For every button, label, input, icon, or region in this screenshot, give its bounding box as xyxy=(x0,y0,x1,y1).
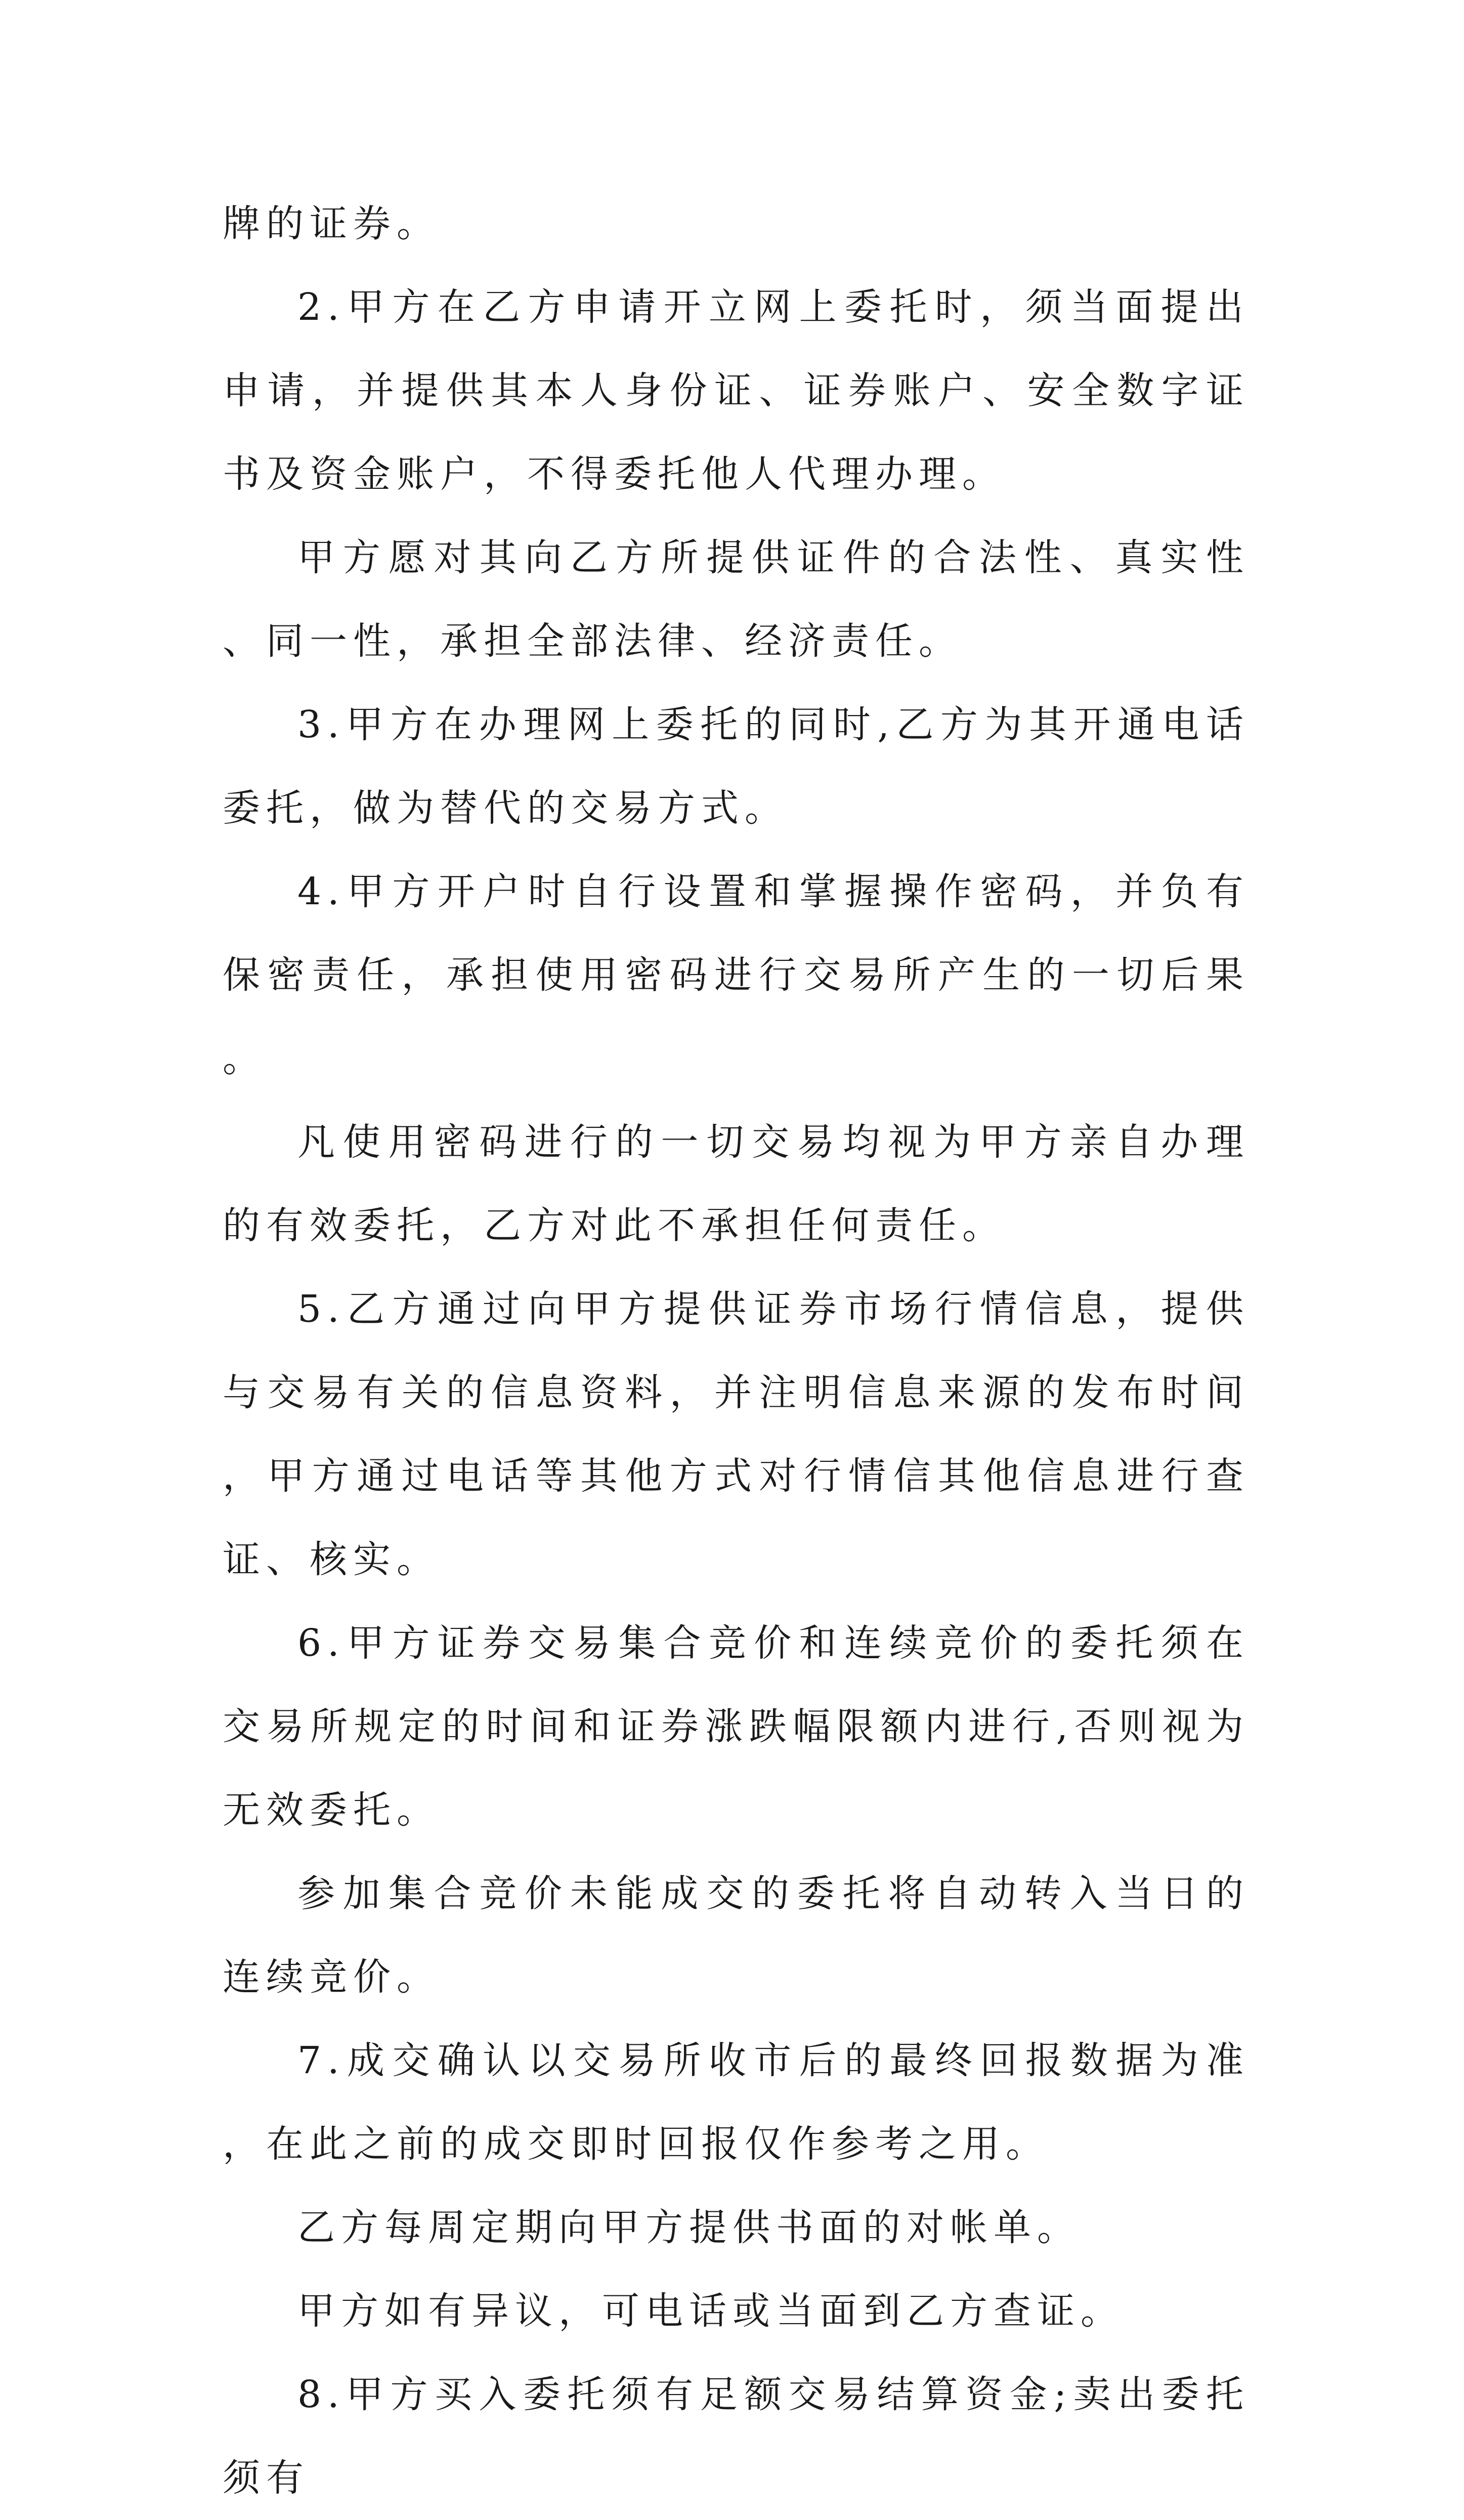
paragraph-11: 乙方每周定期向甲方提供书面的对帐单。 xyxy=(297,2206,1081,2249)
paragraph-13: 8.甲方买入委托须有足额交易结算资金;卖出委托须有 xyxy=(223,2373,1250,2500)
paragraph-7: 5.乙方通过向甲方提供证券市场行情信息，提供与交易有关的信息资料，并注明信息来源的发布时间，甲方通过电话等其他方式对行情信其他信息进行查证、核实。 xyxy=(223,1287,1250,1581)
paragraph-12: 甲方如有异议，可电话或当面到乙方查证。 xyxy=(297,2289,1124,2333)
paragraph-4: 3.甲方在办理网上委托的同时,乙方为其开通电话委托，做为替代的交易方式。 xyxy=(223,703,1250,830)
paragraph-9: 参加集合竞价未能成交的委托将自动转入当日的连续竞价。 xyxy=(223,1872,1250,1999)
paragraph-10: 7.成交确认以交易所收市后的最终回报数据为准，在此之前的成交即时回报仅作参考之用。 xyxy=(223,2039,1250,2166)
paragraph-2: 2.甲方在乙方申请开立网上委托时，须当面提出申请，并提供其本人身份证、证券账户、安全数字证书及资金账户，不得委托他人代理办理。 xyxy=(223,285,1250,496)
paragraph-1: 牌的证券。 xyxy=(223,202,440,245)
paragraph-6: 凡使用密码进行的一切交易均视为甲方亲自办理的有效委托，乙方对此不承担任何责任。 xyxy=(223,1120,1250,1247)
paragraph-8: 6.甲方证券交易集合竞价和连续竞价的委托须在交易所规定的时间和证券涨跌幅限额内进行,否则视为无效委托。 xyxy=(223,1621,1250,1832)
document-body xyxy=(223,182,1250,2520)
paragraph-3: 甲方愿对其向乙方所提供证件的合法性、真实性、同一性，承担全部法律、经济责任。 xyxy=(223,536,1250,663)
paragraph-5: 4.甲方开户时自行设置和掌握操作密码，并负有保密责任，承担使用密码进行交易所产生的一切后果。 xyxy=(223,870,1250,1080)
